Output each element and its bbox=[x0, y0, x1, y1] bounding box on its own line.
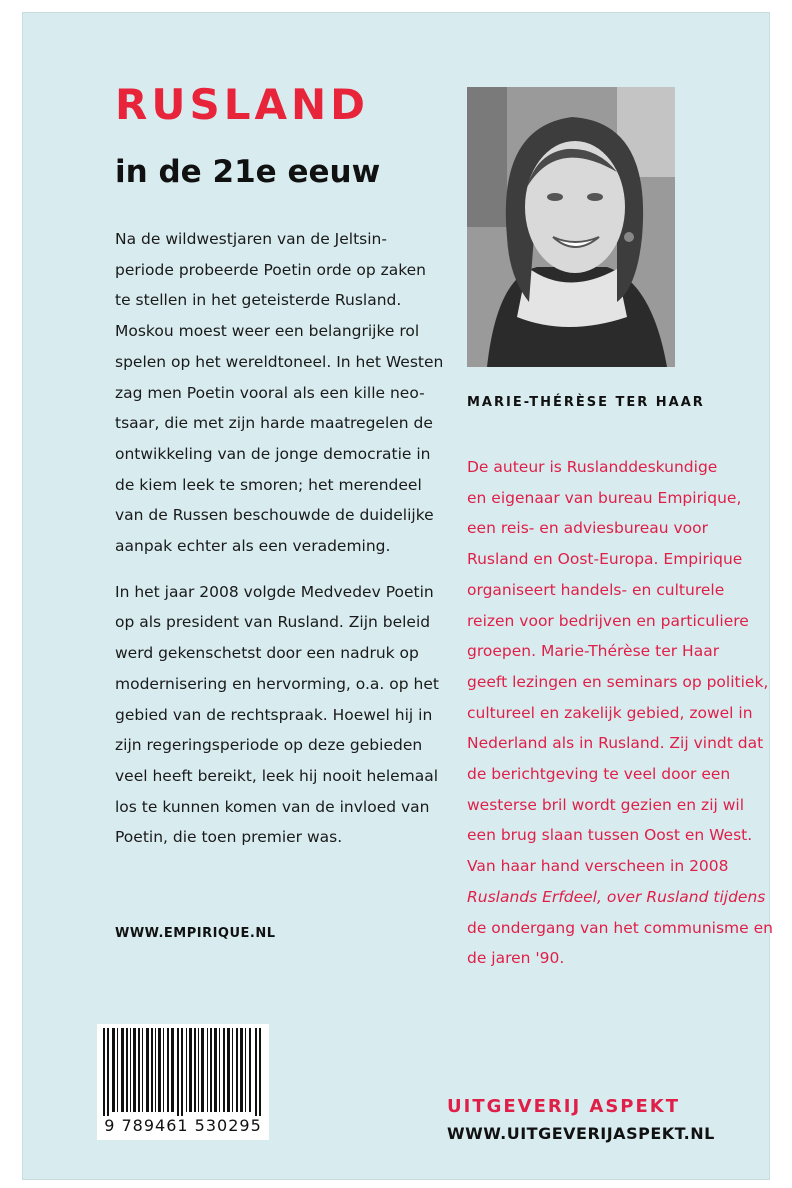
blurb-paragraph-1 bbox=[115, 224, 444, 562]
book-subtitle: in de 21e eeuw bbox=[115, 154, 381, 190]
blurb-line: te stellen in het geteisterde Rusland. bbox=[115, 291, 402, 310]
blurb-line: aanpak echter als een verademing. bbox=[115, 537, 391, 556]
bio-line: een reis- en adviesbureau voor bbox=[467, 519, 708, 538]
barcode-digits: 9 789461 530295 bbox=[97, 1116, 269, 1135]
bio-line: Van haar hand verscheen in 2008 bbox=[467, 857, 729, 876]
bio-line: geeft lezingen en seminars op politiek, bbox=[467, 672, 769, 691]
blurb-line: Poetin, die toen premier was. bbox=[115, 828, 343, 847]
author-portrait-icon bbox=[467, 87, 675, 367]
bio-line: de ondergang van het communisme en bbox=[467, 918, 773, 937]
blurb bbox=[115, 224, 444, 853]
blurb-line: de kiem leek te smoren; het merendeel bbox=[115, 475, 422, 494]
blurb-line: In het jaar 2008 volgde Medvedev Poetin bbox=[115, 582, 434, 601]
blurb-line: veel heeft bereikt, leek hij nooit helemaal bbox=[115, 766, 439, 785]
blurb-line: gebied van de rechtspraak. Hoewel hij in bbox=[115, 705, 433, 724]
publisher-name: UITGEVERIJ ASPEKT bbox=[447, 1096, 681, 1117]
bio-line: de jaren '90. bbox=[467, 949, 565, 968]
book-title: RUSLAND bbox=[115, 80, 369, 129]
blurb-paragraph-2 bbox=[115, 577, 439, 853]
publisher-url[interactable]: WWW.UITGEVERIJASPEKT.NL bbox=[447, 1124, 715, 1143]
bio-line: de berichtgeving te veel door een bbox=[467, 765, 731, 784]
back-cover bbox=[22, 12, 773, 1180]
bio-line: een brug slaan tussen Oost en West. bbox=[467, 826, 753, 845]
blurb-line: Na de wildwestjaren van de Jeltsin- bbox=[115, 230, 387, 248]
barcode-bars-icon bbox=[97, 1024, 269, 1118]
bio-line: Nederland als in Rusland. Zij vindt dat bbox=[467, 734, 764, 753]
bio-line: organiseert handels- en culturele bbox=[467, 580, 725, 599]
blurb-line: werd gekenschetst door een nadruk op bbox=[115, 644, 419, 663]
author-bio bbox=[467, 452, 773, 974]
blurb-line: zijn regeringsperiode op deze gebieden bbox=[115, 736, 423, 755]
blurb-line: op als president van Rusland. Zijn beleid bbox=[115, 613, 431, 632]
blurb-line: van de Russen beschouwde de duidelijke bbox=[115, 506, 434, 525]
author-photo bbox=[467, 87, 675, 367]
blurb-line: spelen op het wereldtoneel. In het Westen bbox=[115, 352, 444, 371]
bio-line: en eigenaar van bureau Empirique, bbox=[467, 488, 742, 507]
bio-line: westerse bril wordt gezien en zij wil bbox=[467, 795, 745, 814]
blurb-line: los te kunnen komen van de invloed van bbox=[115, 797, 430, 816]
bio-line: De auteur is Ruslanddeskundige bbox=[467, 458, 718, 476]
blurb-line: zag men Poetin vooral als een kille neo- bbox=[115, 383, 425, 402]
bio-line: reizen voor bedrijven en particuliere bbox=[467, 611, 749, 630]
bio-line: Ruslands Erfdeel, over Rusland tijdens bbox=[467, 887, 766, 906]
website-link[interactable]: WWW.EMPIRIQUE.NL bbox=[115, 926, 276, 941]
blurb-line: ontwikkeling van de jonge democratie in bbox=[115, 444, 431, 463]
blurb-line: periode probeerde Poetin orde op zaken bbox=[115, 260, 427, 279]
blurb-line: Moskou moest weer een belangrijke rol bbox=[115, 322, 420, 341]
author-name: MARIE-THÉRÈSE TER HAAR bbox=[467, 395, 705, 410]
blurb-line: modernisering en hervorming, o.a. op het bbox=[115, 674, 439, 693]
bio-line: cultureel en zakelijk gebied, zowel in bbox=[467, 703, 753, 722]
bio-line: Rusland en Oost-Europa. Empirique bbox=[467, 550, 743, 569]
barcode bbox=[97, 1024, 269, 1140]
bio-line: groepen. Marie-Thérèse ter Haar bbox=[467, 642, 720, 661]
blurb-line: tsaar, die met zijn harde maatregelen de bbox=[115, 414, 433, 433]
